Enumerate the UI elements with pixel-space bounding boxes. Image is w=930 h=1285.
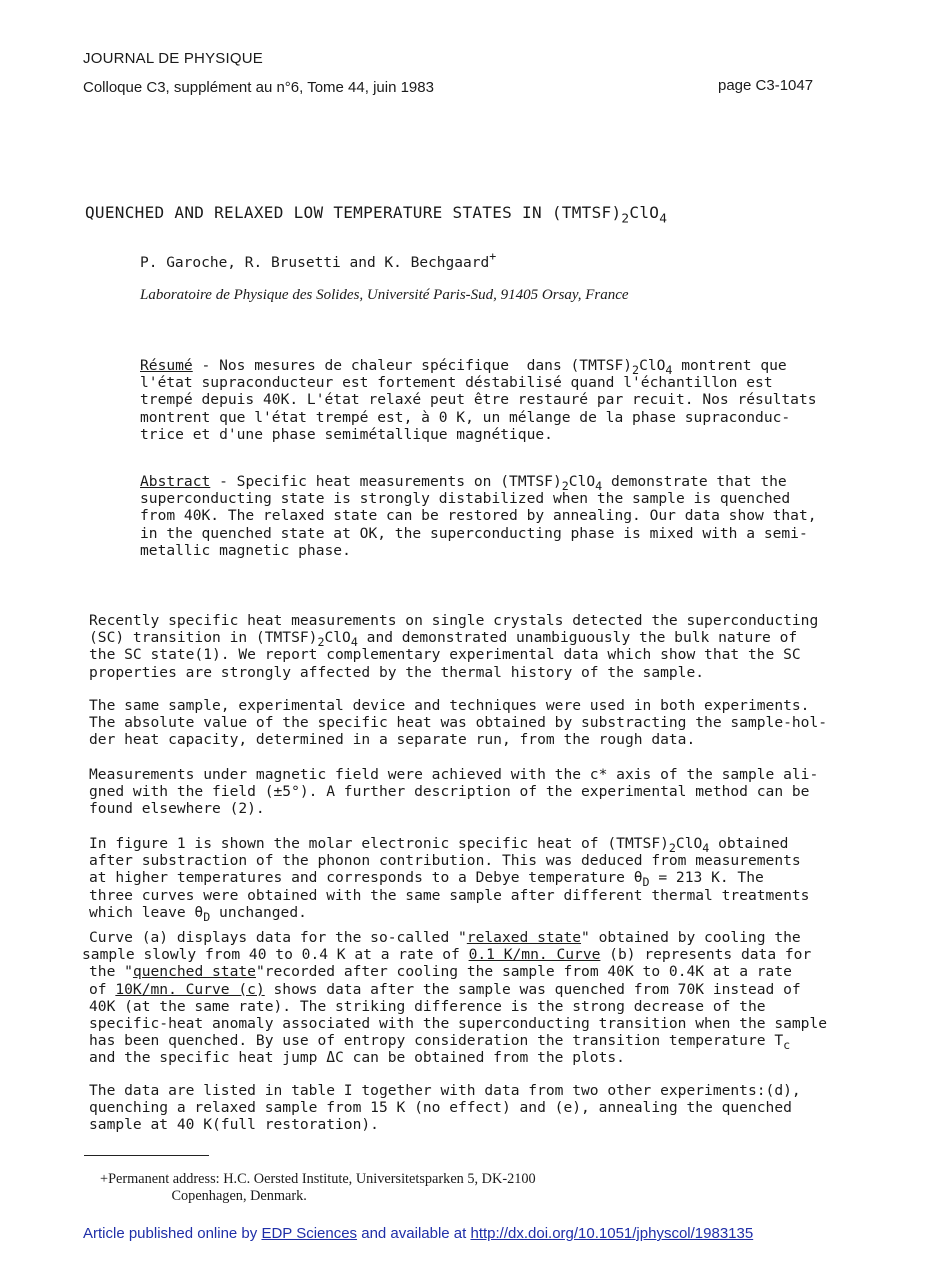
page-number: page C3-1047 (718, 77, 814, 94)
abstract-line: metallic magnetic phase. (140, 541, 351, 559)
abstract-label: Abstract (140, 473, 211, 490)
abstract-block (140, 473, 817, 559)
paragraph-5: Curve (a) displays data for the so-called "relaxed state" obtained by cooling the sample slowly from 40 to 0.4 K at a rate of 0.1 K/mn. Curve (b) represents data for the "quenched state"recorded after cooling the sample from 40K to 0.4K at a rate of 10K/mn. Curve (c) shows data after the sample was quenched from 70K instead of 40K (at the same rate). The striking difference is the strong decrease of the specific-heat anomaly associated with the superconducting transition when the sample has been quenched. By use of entropy consideration the transition temperature $T_c$ and the specific heat jump ΔC can be obtained from the plots. (82, 929, 828, 1067)
footnote-rule (84, 1155, 209, 1156)
issue-info: Colloque C3, supplément au n°6, Tome 44, juin 1983 (83, 79, 434, 96)
paragraph-6: The data are listed in table I together with data from two other experiments:(d), quenching a relaxed sample from 15 K (no effect) and (e), annealing the quenched sample at 40 K(full restoration). (89, 1082, 801, 1134)
footnote: +Permanent address: H.C. Oersted Institute, Universitetsparken 5, DK-2100 Copenhagen, Denmark. (100, 1171, 536, 1204)
resume-line: l'état supraconducteur est fortement déstabilisé quand l'échantillon est (140, 374, 773, 392)
paragraph-3: Measurements under magnetic field were achieved with the c* axis of the sample ali- gned with the field (±5°). A further description of the experimental method can be found elsewhere (2). (89, 766, 819, 818)
resume-line: Résumé - Nos mesures de chaleur spécifique dans $(TMTSF)_2ClO_4$ montrent que (140, 357, 787, 378)
author-footnote-mark: + (489, 249, 497, 264)
paragraph-1: Recently specific heat measurements on single crystals detected the superconducting (SC) transition in $(TMTSF)_2ClO_4$ and demonstrated unambiguously the bulk nature of the SC state(1). We report complementary experimental data which show that the SC properties are strongly affected by the thermal history of the sample. (89, 612, 819, 681)
abstract-line: superconducting state is strongly distabilized when the sample is quenched (140, 490, 791, 508)
resume-line: trice et d'une phase semimétallique magnétique. (140, 425, 553, 443)
author-list: P. Garoche, R. Brusetti and K. Bechgaard+ (140, 249, 497, 271)
edp-sciences-link[interactable]: EDP Sciences (261, 1225, 358, 1242)
abstract-line: in the quenched state at OK, the superconducting phase is mixed with a semi- (140, 524, 808, 542)
relaxed-state-term: relaxed state (466, 929, 582, 946)
doi-link[interactable]: http://dx.doi.org/10.1051/jphyscol/1983135 (470, 1225, 754, 1242)
paragraph-4: In figure 1 is shown the molar electronic specific heat of $(TMTSF)_2ClO_4$ obtained after substraction of the phonon contribution. This was deduced from measurements at higher temperatures and corresponds to a Debye temperature $\theta_D = 213$ K. The three curves were obtained with the same sample after different thermal treatments which leave $\theta_D$ unchanged. (89, 835, 810, 924)
publication-footer: Article published online by EDP Sciences and available at http://dx.doi.org/10.1051/jphyscol/1983135 (83, 1225, 754, 1242)
journal-name: JOURNAL DE PHYSIQUE (83, 50, 263, 67)
abstract-line: from 40K. The relaxed state can be restored by annealing. Our data show that, (140, 507, 817, 525)
quenched-state-term: quenched state (132, 963, 256, 981)
abstract-line: Abstract - Specific heat measurements on $(TMTSF)_2ClO_4$ demonstrate that the (140, 473, 787, 494)
paragraph-2: The same sample, experimental device and techniques were used in both experiments. The absolute value of the specific heat was obtained by substracting the sample-hol- der heat capacity, determined in a separate run, from the rough data. (89, 697, 828, 749)
affiliation: Laboratoire de Physique des Solides, Université Paris-Sud, 91405 Orsay, France (140, 287, 629, 303)
resume-label: Résumé (140, 357, 193, 374)
resume-block (140, 357, 817, 443)
resume-line: montrent que l'état trempé est, à 0 K, un mélange de la phase supraconduc- (140, 408, 791, 426)
resume-line: trempé depuis 40K. L'état relaxé peut être restauré par recuit. Nos résultats (140, 391, 817, 409)
paper-title: QUENCHED AND RELAXED LOW TEMPERATURE STATES IN $(TMTSF)_2ClO_4$ (85, 203, 668, 227)
